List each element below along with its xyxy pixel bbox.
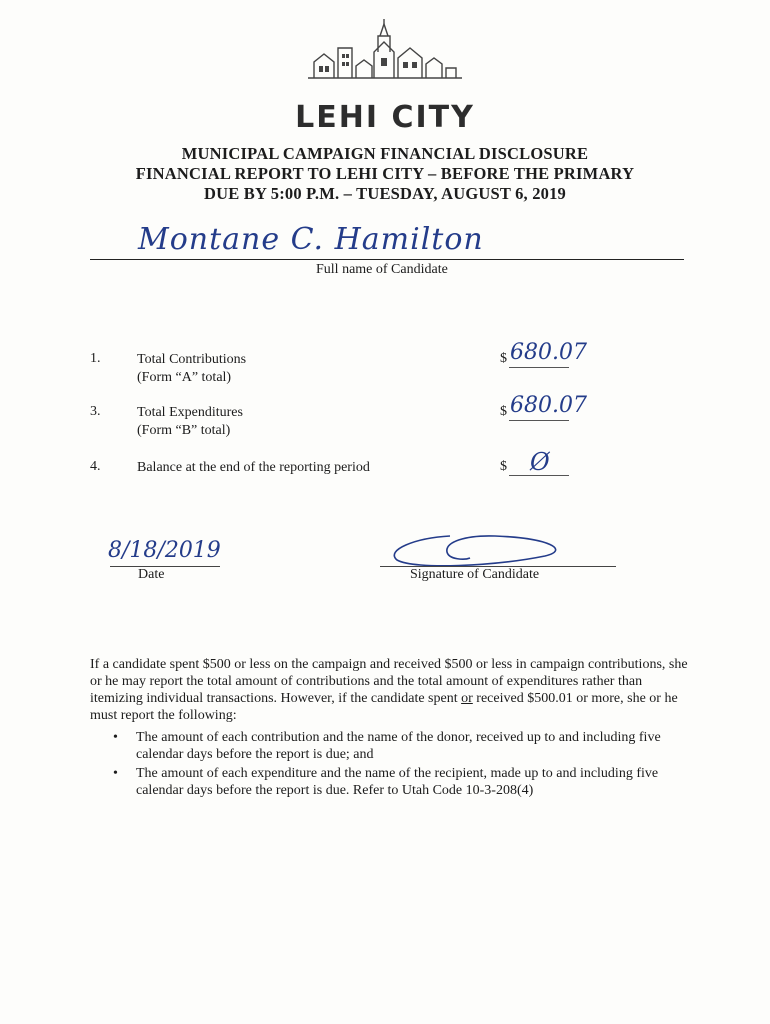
currency-sign: $ [500, 404, 507, 419]
balance-amount: Ø [530, 448, 550, 476]
item-number: 3. [90, 404, 101, 419]
instructions-paragraph: If a candidate spent $500 or less on the campaign and received $500 or less in campaign contributions, she or he may report the total amount of contributions and the total amount of expenditures rather than itemizing individual transactions. However, if the candidate spent or received $500.01 or more, she or he must report the following: [90, 657, 688, 723]
signature-label: Signature of Candidate [410, 567, 540, 582]
candidate-name-label: Full name of Candidate [316, 262, 448, 277]
total-expenditures-amount: 680.07 [510, 393, 587, 418]
list-item: • The amount of each contribution and the name of the donor, received up to and including five calendar days before the report is due; and [110, 729, 690, 763]
item-number: 4. [90, 459, 101, 474]
total-contributions-label: Total Contributions (Form “A” total) [137, 352, 247, 385]
total-contributions-amount: 680.07 [510, 340, 587, 365]
total-expenditures-label: Total Expenditures (Form “B” total) [137, 405, 243, 438]
amount-line [509, 367, 569, 368]
date-line [110, 566, 220, 567]
form-subtitle: FINANCIAL REPORT TO LEHI CITY – BEFORE THE PRIMARY [135, 164, 635, 183]
city-skyline-icon [300, 18, 470, 110]
currency-sign: $ [500, 351, 507, 366]
brand-name: LEHI CITY [295, 100, 475, 135]
amount-line [509, 420, 569, 421]
name-line [90, 259, 684, 260]
amount-line [509, 475, 569, 476]
item-number: 1. [90, 351, 101, 366]
date-label: Date [138, 567, 165, 582]
due-date: DUE BY 5:00 P.M. – TUESDAY, AUGUST 6, 2019 [203, 184, 566, 203]
currency-sign: $ [500, 459, 507, 474]
date-handwritten: 8/18/2019 [108, 538, 221, 563]
list-item: • The amount of each expenditure and the name of the recipient, made up to and including five calendar days before the report is due. Refer to Utah Code 10-3-208(4) [110, 765, 690, 799]
form-title: MUNICIPAL CAMPAIGN FINANCIAL DISCLOSURE [181, 144, 589, 163]
instructions-list [110, 729, 690, 801]
balance-label: Balance at the end of the reporting period [137, 460, 370, 475]
candidate-name-handwritten: Montane C. Hamilton [138, 222, 484, 257]
candidate-signature [375, 530, 575, 570]
